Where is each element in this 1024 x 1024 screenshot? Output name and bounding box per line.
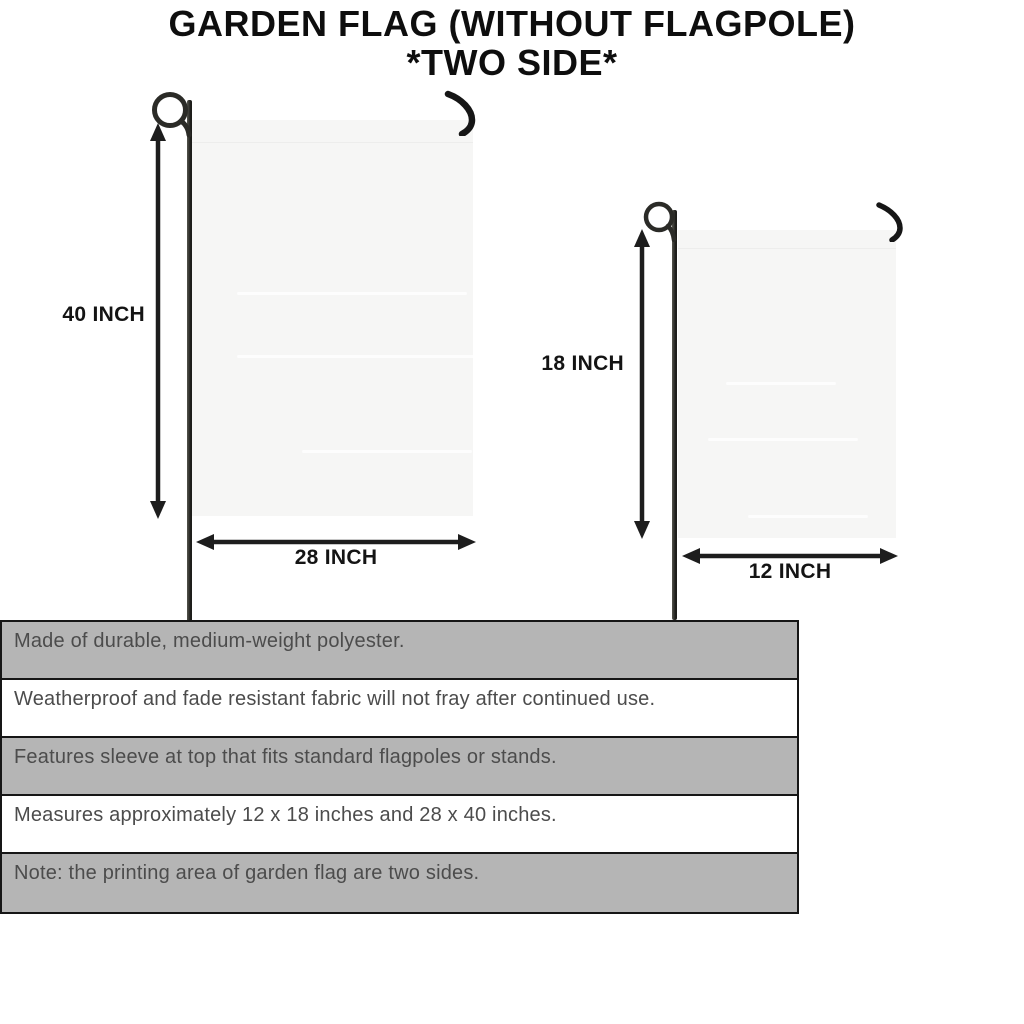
small-flag-crease (726, 382, 836, 385)
large-flag-crease (237, 292, 467, 295)
page-title (0, 4, 1024, 82)
feature-row-weatherproof: Weatherproof and fade resistant fabric will not fray after continued use. (2, 680, 797, 738)
large-flag-height-arrow (144, 122, 172, 520)
small-flag-crease (748, 515, 868, 518)
title-line-2: *TWO SIDE* (406, 42, 618, 83)
large-flagpole (187, 100, 192, 622)
small-flag-height-label: 18 INCH (541, 352, 624, 375)
large-flag-hook-icon (444, 90, 480, 136)
large-flag-panel (192, 120, 473, 516)
title-line-1: GARDEN FLAG (WITHOUT FLAGPOLE) (168, 3, 856, 44)
large-flag-width-label: 28 INCH (294, 546, 378, 569)
feature-row-material: Made of durable, medium-weight polyester. (2, 622, 797, 680)
feature-row-measures: Measures approximately 12 x 18 inches and 28 x 40 inches. (2, 796, 797, 854)
feature-table (0, 620, 799, 914)
large-flag-height-label: 40 INCH (62, 303, 145, 326)
small-flag-width-label: 12 INCH (748, 560, 832, 583)
small-flag-sleeve-seam (678, 248, 896, 249)
large-flag-sleeve-seam (192, 142, 473, 143)
feature-row-sleeve: Features sleeve at top that fits standard flagpoles or stands. (2, 738, 797, 796)
feature-row-note: Note: the printing area of garden flag are two sides. (2, 854, 797, 912)
large-flag-crease (302, 450, 472, 453)
small-flagpole (672, 210, 677, 620)
small-flag-panel (678, 230, 896, 538)
small-flag-crease (708, 438, 858, 441)
small-flag-hook-icon (876, 202, 908, 242)
large-flag-crease (237, 355, 537, 358)
small-flag-height-arrow (628, 228, 656, 540)
